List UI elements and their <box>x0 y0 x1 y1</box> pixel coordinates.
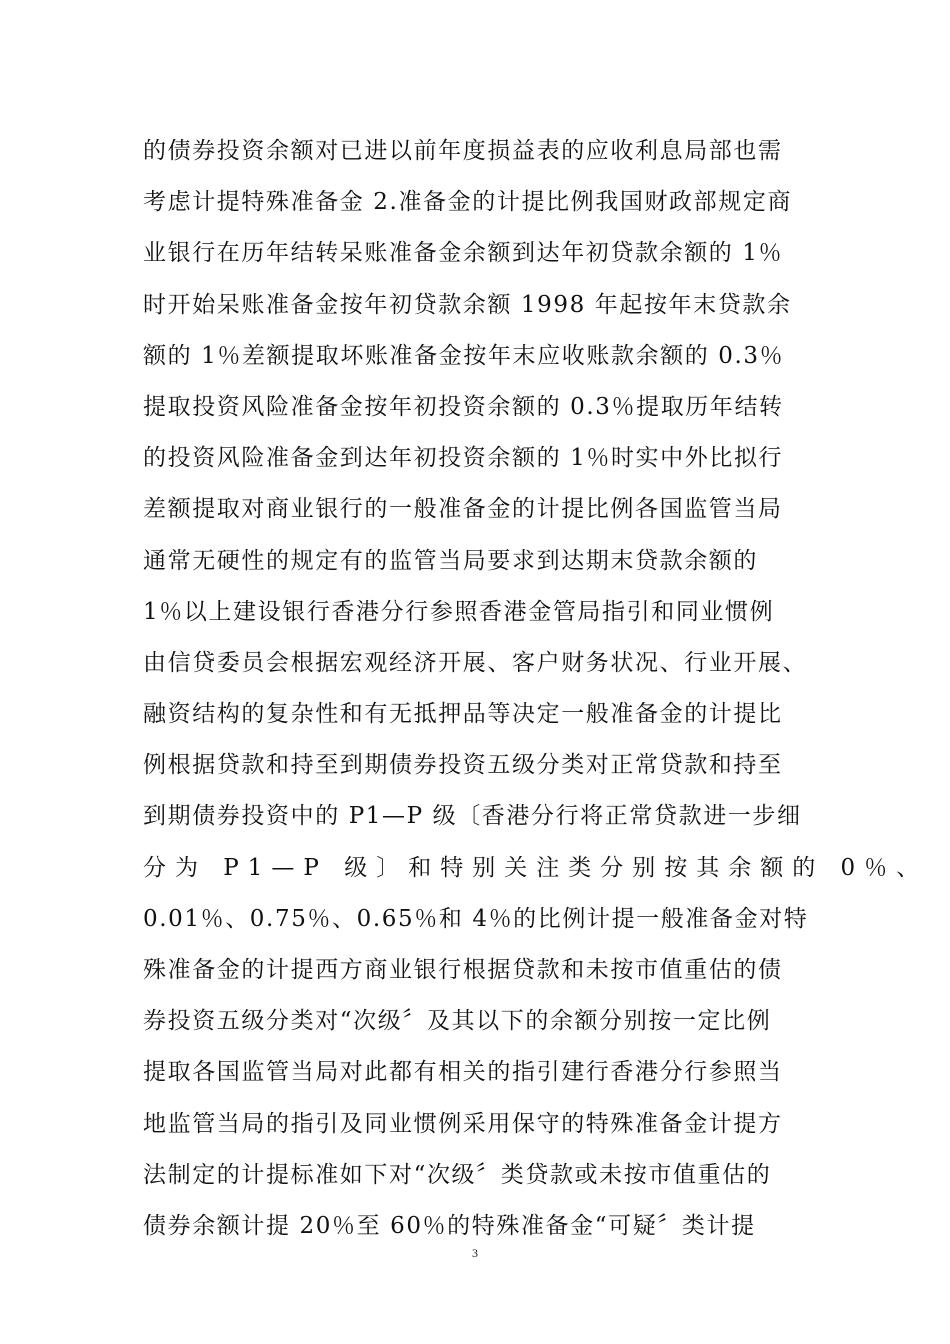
text-line: 的债券投资余额对已进以前年度损益表的应收利息局部也需 <box>143 138 783 164</box>
text-line: 提取投资风险准备金按年初投资余额的 0.3％提取历年结转 <box>143 393 784 420</box>
text-line: 债券余额计提 20％至 60％的特殊准备金“可疑〞类计提 <box>143 1212 756 1239</box>
body-text <box>143 126 929 1252</box>
text-line: 到期债券投资中的 P1—P 级〔香港分行将正常贷款进一步细 <box>143 803 802 830</box>
text-line: 时开始呆账准备金按年初贷款余额 1998 年起按年末贷款余 <box>143 291 792 318</box>
text-line: 考虑计提特殊准备金 2.准备金的计提比例我国财政部规定商 <box>143 189 793 216</box>
text-line: 通常无硬性的规定有的监管当局要求到达期末贷款余额的 <box>143 547 758 574</box>
text-line: 差额提取对商业银行的一般准备金的计提比例各国监管当局 <box>143 496 783 523</box>
text-line: 融资结构的复杂性和有无抵押品等决定一般准备金的计提比 <box>143 701 783 728</box>
text-line: 提取各国监管当局对此都有相关的指引建行香港分行参照当 <box>143 1059 783 1086</box>
text-line: 例根据贷款和持至到期债券投资五级分类对正常贷款和持至 <box>143 752 783 779</box>
text-line: 的投资风险准备金到达年初投资余额的 1％时实中外比拟行 <box>143 445 784 472</box>
page-number: 3 <box>472 1246 478 1260</box>
text-line: 券投资五级分类对“次级〞及其以下的余额分别按一定比例 <box>143 1008 772 1035</box>
text-line: 0.01％、0.75％、0.65％和 4％的比例计提一般准备金对特 <box>143 905 809 932</box>
text-line: 地监管当局的指引及同业惯例采用保守的特殊准备金计提方 <box>143 1110 783 1137</box>
text-line: 由信贷委员会根据宏观经济开展、客户财务状况、行业开展、 <box>143 649 808 676</box>
text-line: 殊准备金的计提西方商业银行根据贷款和未按市值重估的债 <box>143 957 783 983</box>
text-line: 额的 1％差额提取坏账准备金按年末应收账款余额的 0.3％ <box>143 342 785 369</box>
text-line: 分为 P1—P 级〕和特别关注类分别按其余额的 0％、 <box>143 854 929 881</box>
text-line: 业银行在历年结转呆账准备金余额到达年初贷款余额的 1％ <box>143 240 784 267</box>
text-line: 法制定的计提标准如下对“次级〞类贷款或未按市值重估的 <box>143 1161 772 1188</box>
text-line: 1％以上建设银行香港分行参照香港金管局指引和同业惯例 <box>143 598 775 625</box>
